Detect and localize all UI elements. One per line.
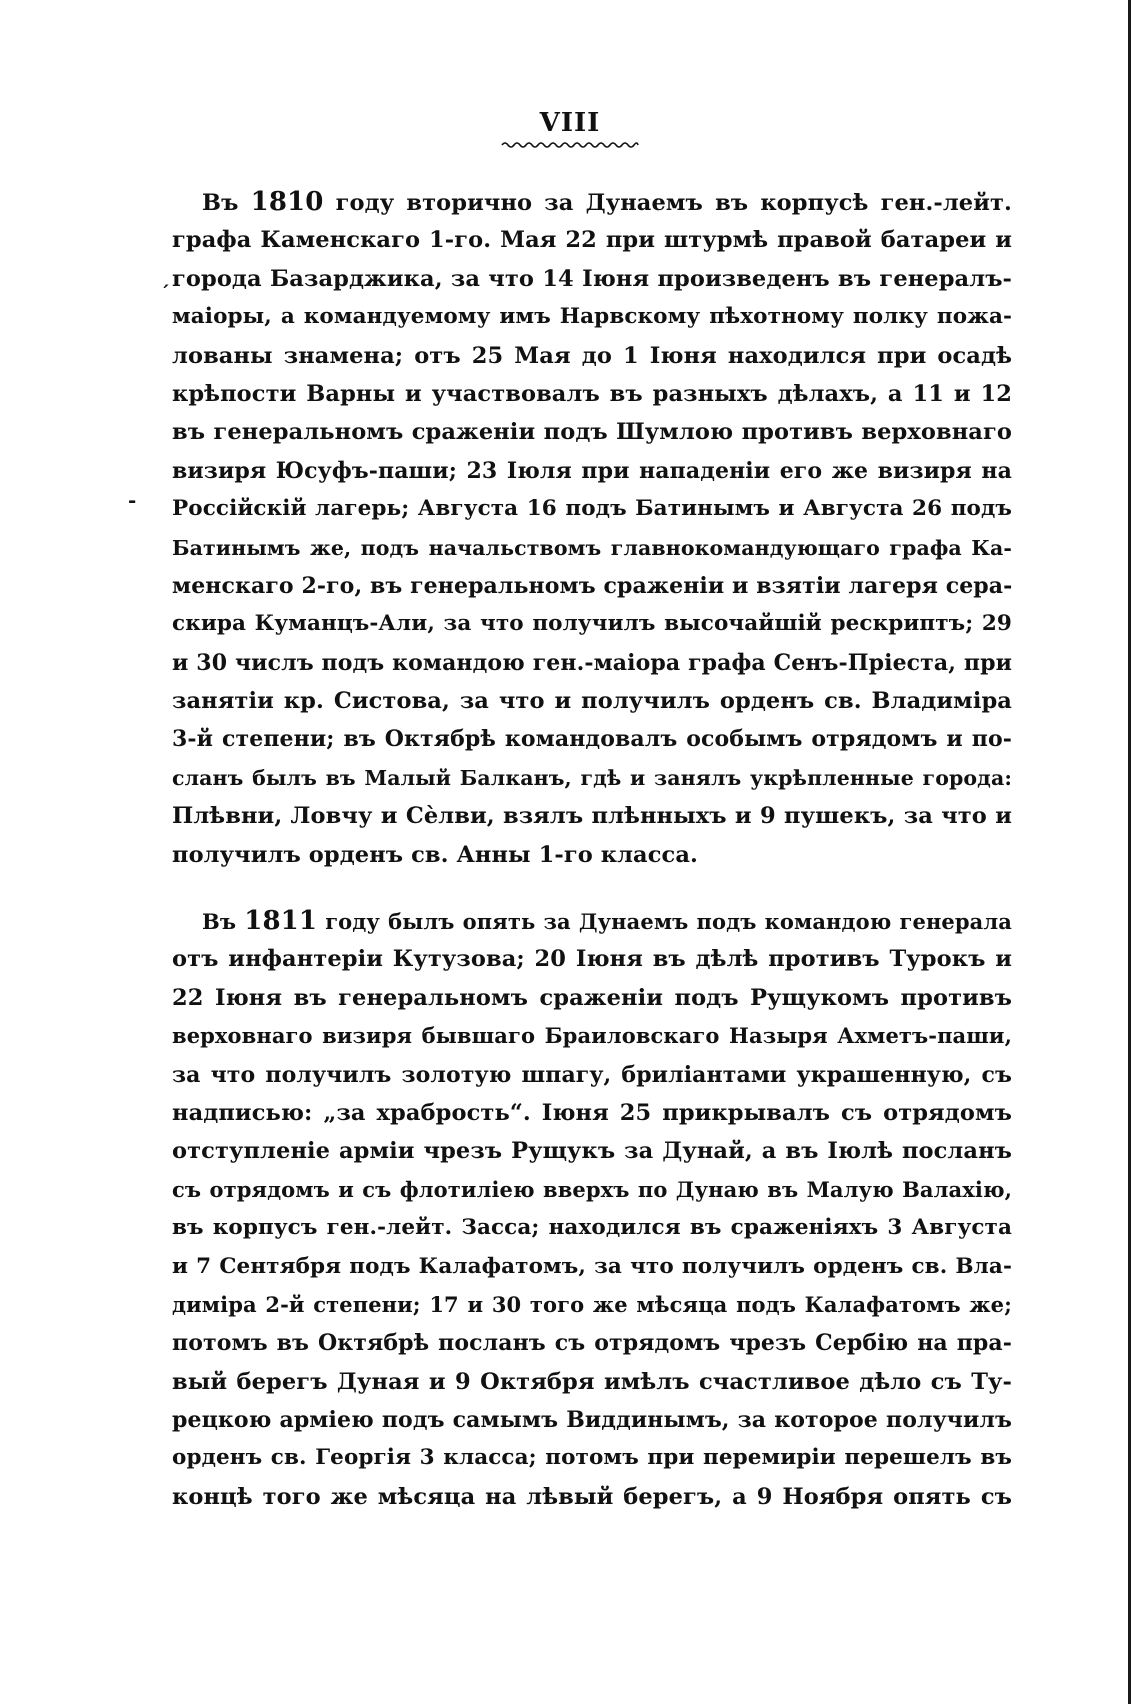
text-line: диміра 2-й степени; 17 и 30 того же мѣсяца подъ Калафатомъ же;	[172, 1291, 1012, 1317]
text-line: маіоры, а командуемому имъ Нарвскому пѣхотному полку пожа-	[172, 304, 1012, 330]
text-line: менскаго 2-го, въ генеральномъ сраженіи и взятіи лагеря сера-	[172, 572, 1013, 599]
text-line: концѣ того же мѣсяца на лѣвый берегъ, а 9 Ноября опять съ	[172, 1483, 1012, 1510]
text-line: Въ 1811 году былъ опять за Дунаемъ подъ командою генерала	[202, 906, 1012, 936]
margin-tick-mark: ´	[160, 281, 170, 305]
text-line: визиря Юсуфъ-паши; 23 Іюля при нападеніи его же визиря на	[172, 457, 1012, 484]
text-line: города Базарджика, за что 14 Іюня произведенъ въ генералъ-	[172, 265, 1012, 292]
text-line: 22 Іюня въ генеральномъ сраженіи подъ Рущукомъ противъ	[172, 984, 1012, 1011]
text-line: въ корпусъ ген.-лейт. Засса; находился въ сраженіяхъ 3 Августа	[172, 1215, 1012, 1241]
year-1811: 1811	[244, 906, 318, 936]
text-line: получилъ орденъ св. Анны 1-го класса.	[172, 841, 698, 868]
text-line: отступленіе арміи чрезъ Рущукъ за Дунай, а въ Іюлѣ посланъ	[172, 1138, 1012, 1165]
text-line: вый берегъ Дуная и 9 Октября имѣлъ счастливое дѣло съ Ту-	[172, 1368, 1012, 1395]
text-line: Плѣвни, Ловчу и Сѐлви, взялъ плѣнныхъ и 9 пушекъ, за что и	[172, 803, 1012, 830]
text-line: и 30 числъ подъ командою ген.-маіора графа Сенъ-Пріеста, при	[172, 649, 1012, 676]
wavy-ornament-icon	[500, 140, 640, 150]
margin-dash-mark: -	[128, 488, 137, 512]
page-edge-shadow	[1128, 0, 1131, 1704]
paragraph-1810	[172, 183, 1012, 874]
text-line: верховнаго визиря бывшаго Браиловскаго Назыря Ахметъ-паши,	[172, 1023, 1012, 1049]
text-line: занятіи кр. Систова, за что и получилъ орденъ св. Владиміра	[172, 688, 1012, 715]
text-line: рецкою арміею подъ самымъ Виддинымъ, за которое получилъ	[172, 1407, 1012, 1434]
text-line: въ генеральномъ сраженіи подъ Шумлою противъ верховнаго	[172, 419, 1012, 446]
text-line: скира Куманцъ-Али, за что получилъ высочайшій рескриптъ; 29	[172, 611, 1012, 637]
text-line: надписью: „за храбрость“. Іюня 25 прикрывалъ съ отрядомъ	[172, 1099, 1012, 1126]
text-line: крѣпости Варны и участвовалъ въ разныхъ дѣлахъ, а 11 и 12	[172, 380, 1012, 407]
year-1810: 1810	[250, 187, 324, 217]
text-line: Россійскій лагерь; Августа 16 подъ Батинымъ и Августа 26 подъ	[172, 496, 1012, 522]
text-line: съ отрядомъ и съ флотиліею вверхъ по Дунаю въ Малую Валахію,	[172, 1176, 1012, 1202]
paragraph-1811	[172, 902, 1012, 1516]
text-line: за что получилъ золотую шпагу, бриліантами украшенную, съ	[172, 1061, 1012, 1088]
text-line: 3-й степени; въ Октябрѣ командовалъ особымъ отрядомъ и по-	[172, 726, 1012, 753]
text-line: потомъ въ Октябрѣ посланъ съ отрядомъ чрезъ Сербію на пра-	[172, 1330, 1012, 1357]
text-line: сланъ былъ въ Малый Балканъ, гдѣ и занялъ укрѣпленные города:	[172, 765, 1012, 790]
text-line: отъ инфантеріи Кутузова; 20 Іюня въ дѣлѣ противъ Турокъ и	[172, 946, 1012, 973]
page-header	[0, 108, 1140, 150]
text-line: орденъ св. Георгія 3 класса; потомъ при перемиріи перешелъ въ	[172, 1445, 1012, 1471]
text-line: и 7 Сентября подъ Калафатомъ, за что получилъ орденъ св. Вла-	[172, 1253, 1012, 1279]
text-line: Въ 1810 году вторично за Дунаемъ въ корпусѣ ген.-лейт.	[202, 187, 1012, 217]
text-line: Батинымъ же, подъ начальствомъ главнокомандующаго графа Ка-	[172, 535, 1012, 560]
text-line: лованы знамена; отъ 25 Мая до 1 Іюня находился при осадѣ	[172, 342, 1012, 369]
text-line: графа Каменскаго 1-го. Мая 22 при штурмѣ правой батареи и	[172, 227, 1012, 254]
page-number: VIII	[539, 108, 601, 138]
